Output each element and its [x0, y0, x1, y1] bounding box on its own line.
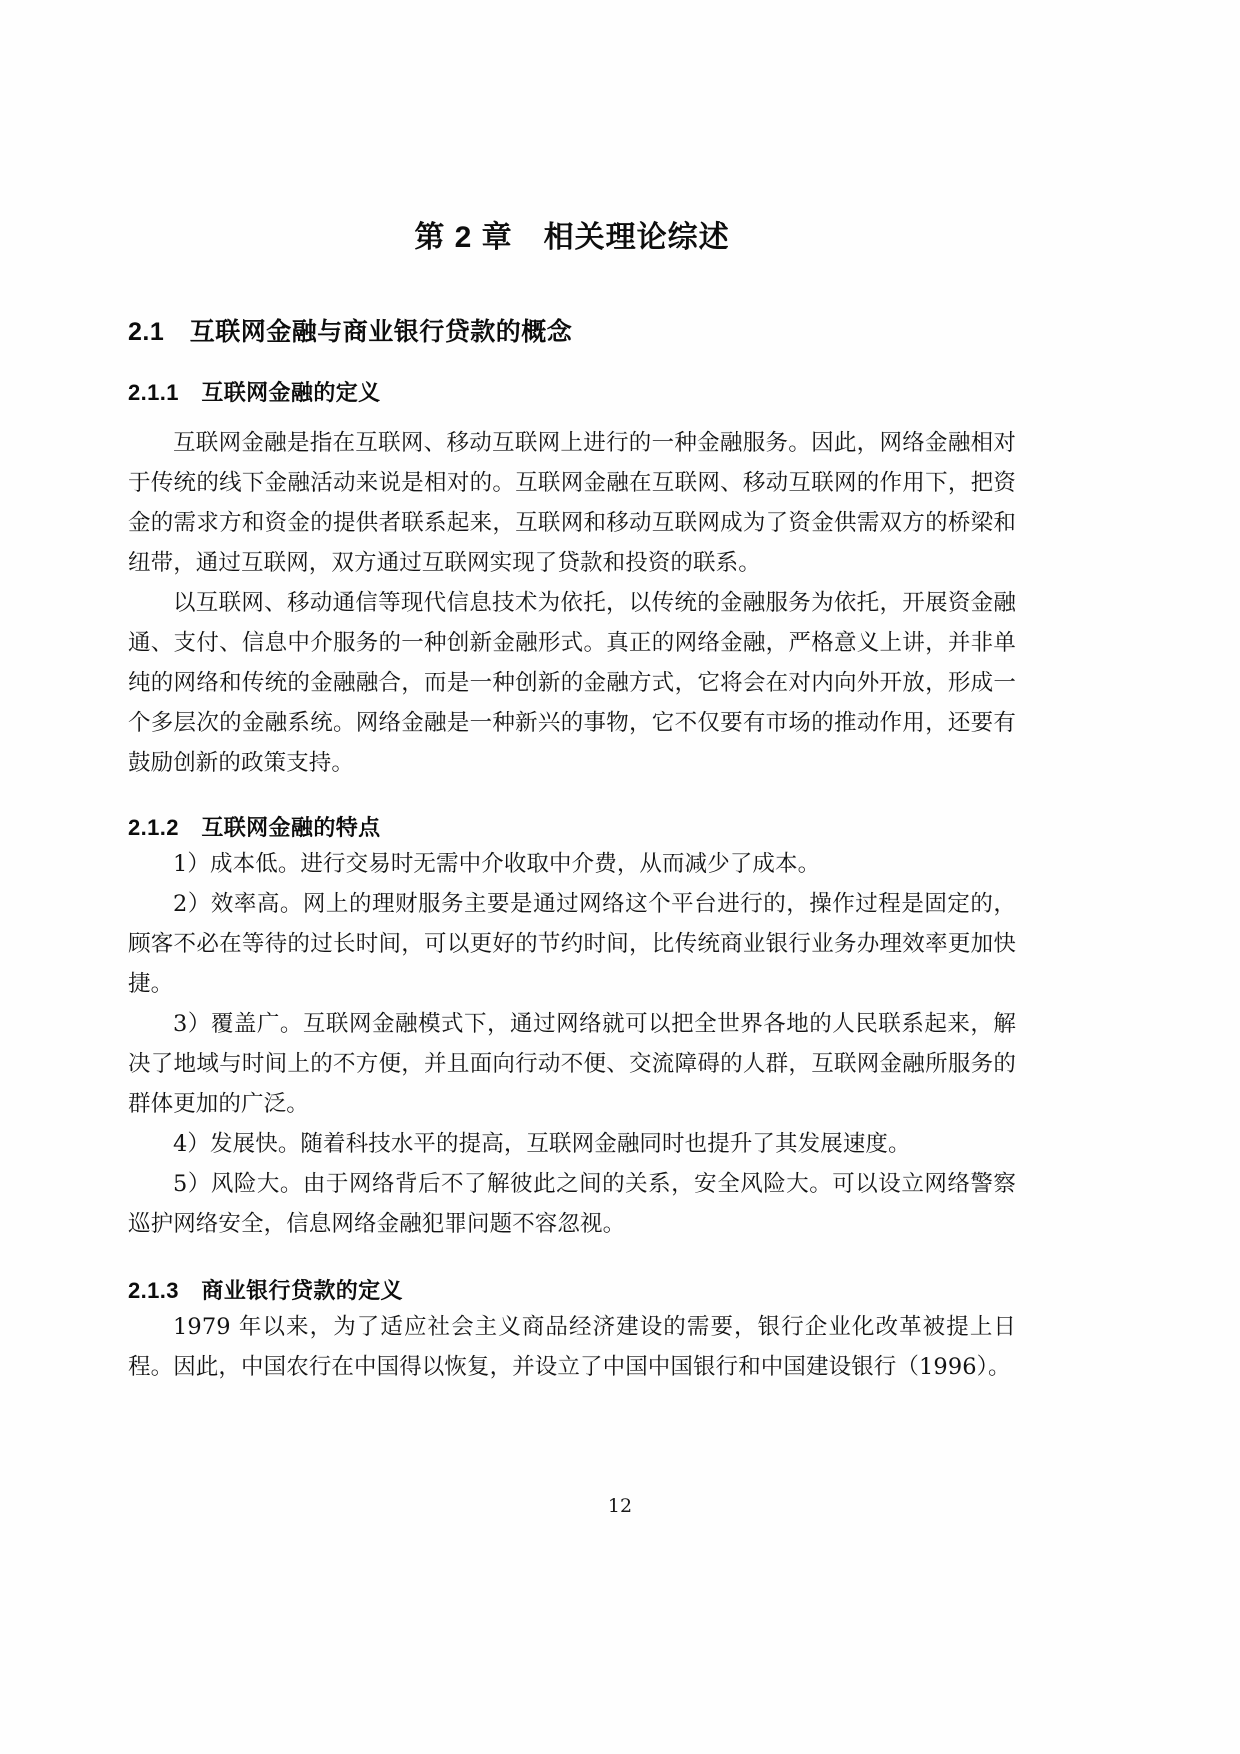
paragraph: 1979 年以来，为了适应社会主义商品经济建设的需要，银行企业化改革被提上日程。因此，中国农行在中国得以恢复，并设立了中国中国银行和中国建设银行（1996）。	[128, 1314, 1016, 1380]
section-heading-2-1: 2.1 互联网金融与商业银行贷款的概念	[128, 318, 573, 346]
page-number: 12	[607, 1495, 633, 1517]
chapter-title: 第 2 章 相关理论综述	[414, 221, 730, 254]
list-item: 5）风险大。由于网络背后不了解彼此之间的关系，安全风险大。可以设立网络警察巡护网络安全，信息网络金融犯罪问题不容忽视。	[128, 1171, 1016, 1237]
paragraph: 互联网金融是指在互联网、移动互联网上进行的一种金融服务。因此，网络金融相对于传统的线下金融活动来说是相对的。互联网金融在互联网、移动互联网的作用下，把资金的需求方和资金的提供者联系起来，互联网和移动互联网成为了资金供需双方的桥梁和纽带，通过互联网，双方通过互联网实现了贷款和投资的联系。	[128, 430, 1016, 576]
section-heading-2-1-2: 2.1.2 互联网金融的特点	[128, 815, 381, 840]
list-item: 1）成本低。进行交易时无需中介收取中介费，从而减少了成本。	[173, 851, 821, 877]
paragraph: 以互联网、移动通信等现代信息技术为依托，以传统的金融服务为依托，开展资金融通、支付、信息中介服务的一种创新金融形式。真正的网络金融，严格意义上讲，并非单纯的网络和传统的金融融合，而是一种创新的金融方式，它将会在对内向外开放，形成一个多层次的金融系统。网络金融是一种新兴的事物，它不仅要有市场的推动作用，还要有鼓励创新的政策支持。	[128, 590, 1016, 776]
page-content	[128, 0, 1016, 1754]
list-item: 2）效率高。网上的理财服务主要是通过网络这个平台进行的，操作过程是固定的，顾客不必在等待的过长时间，可以更好的节约时间，比传统商业银行业务办理效率更加快捷。	[128, 891, 1016, 997]
section-heading-2-1-1: 2.1.1 互联网金融的定义	[128, 380, 381, 405]
list-item: 3）覆盖广。互联网金融模式下，通过网络就可以把全世界各地的人民联系起来，解决了地域与时间上的不方便，并且面向行动不便、交流障碍的人群，互联网金融所服务的群体更加的广泛。	[128, 1011, 1016, 1117]
section-heading-2-1-3: 2.1.3 商业银行贷款的定义	[128, 1278, 403, 1303]
list-item: 4）发展快。随着科技水平的提高，互联网金融同时也提升了其发展速度。	[173, 1131, 911, 1157]
